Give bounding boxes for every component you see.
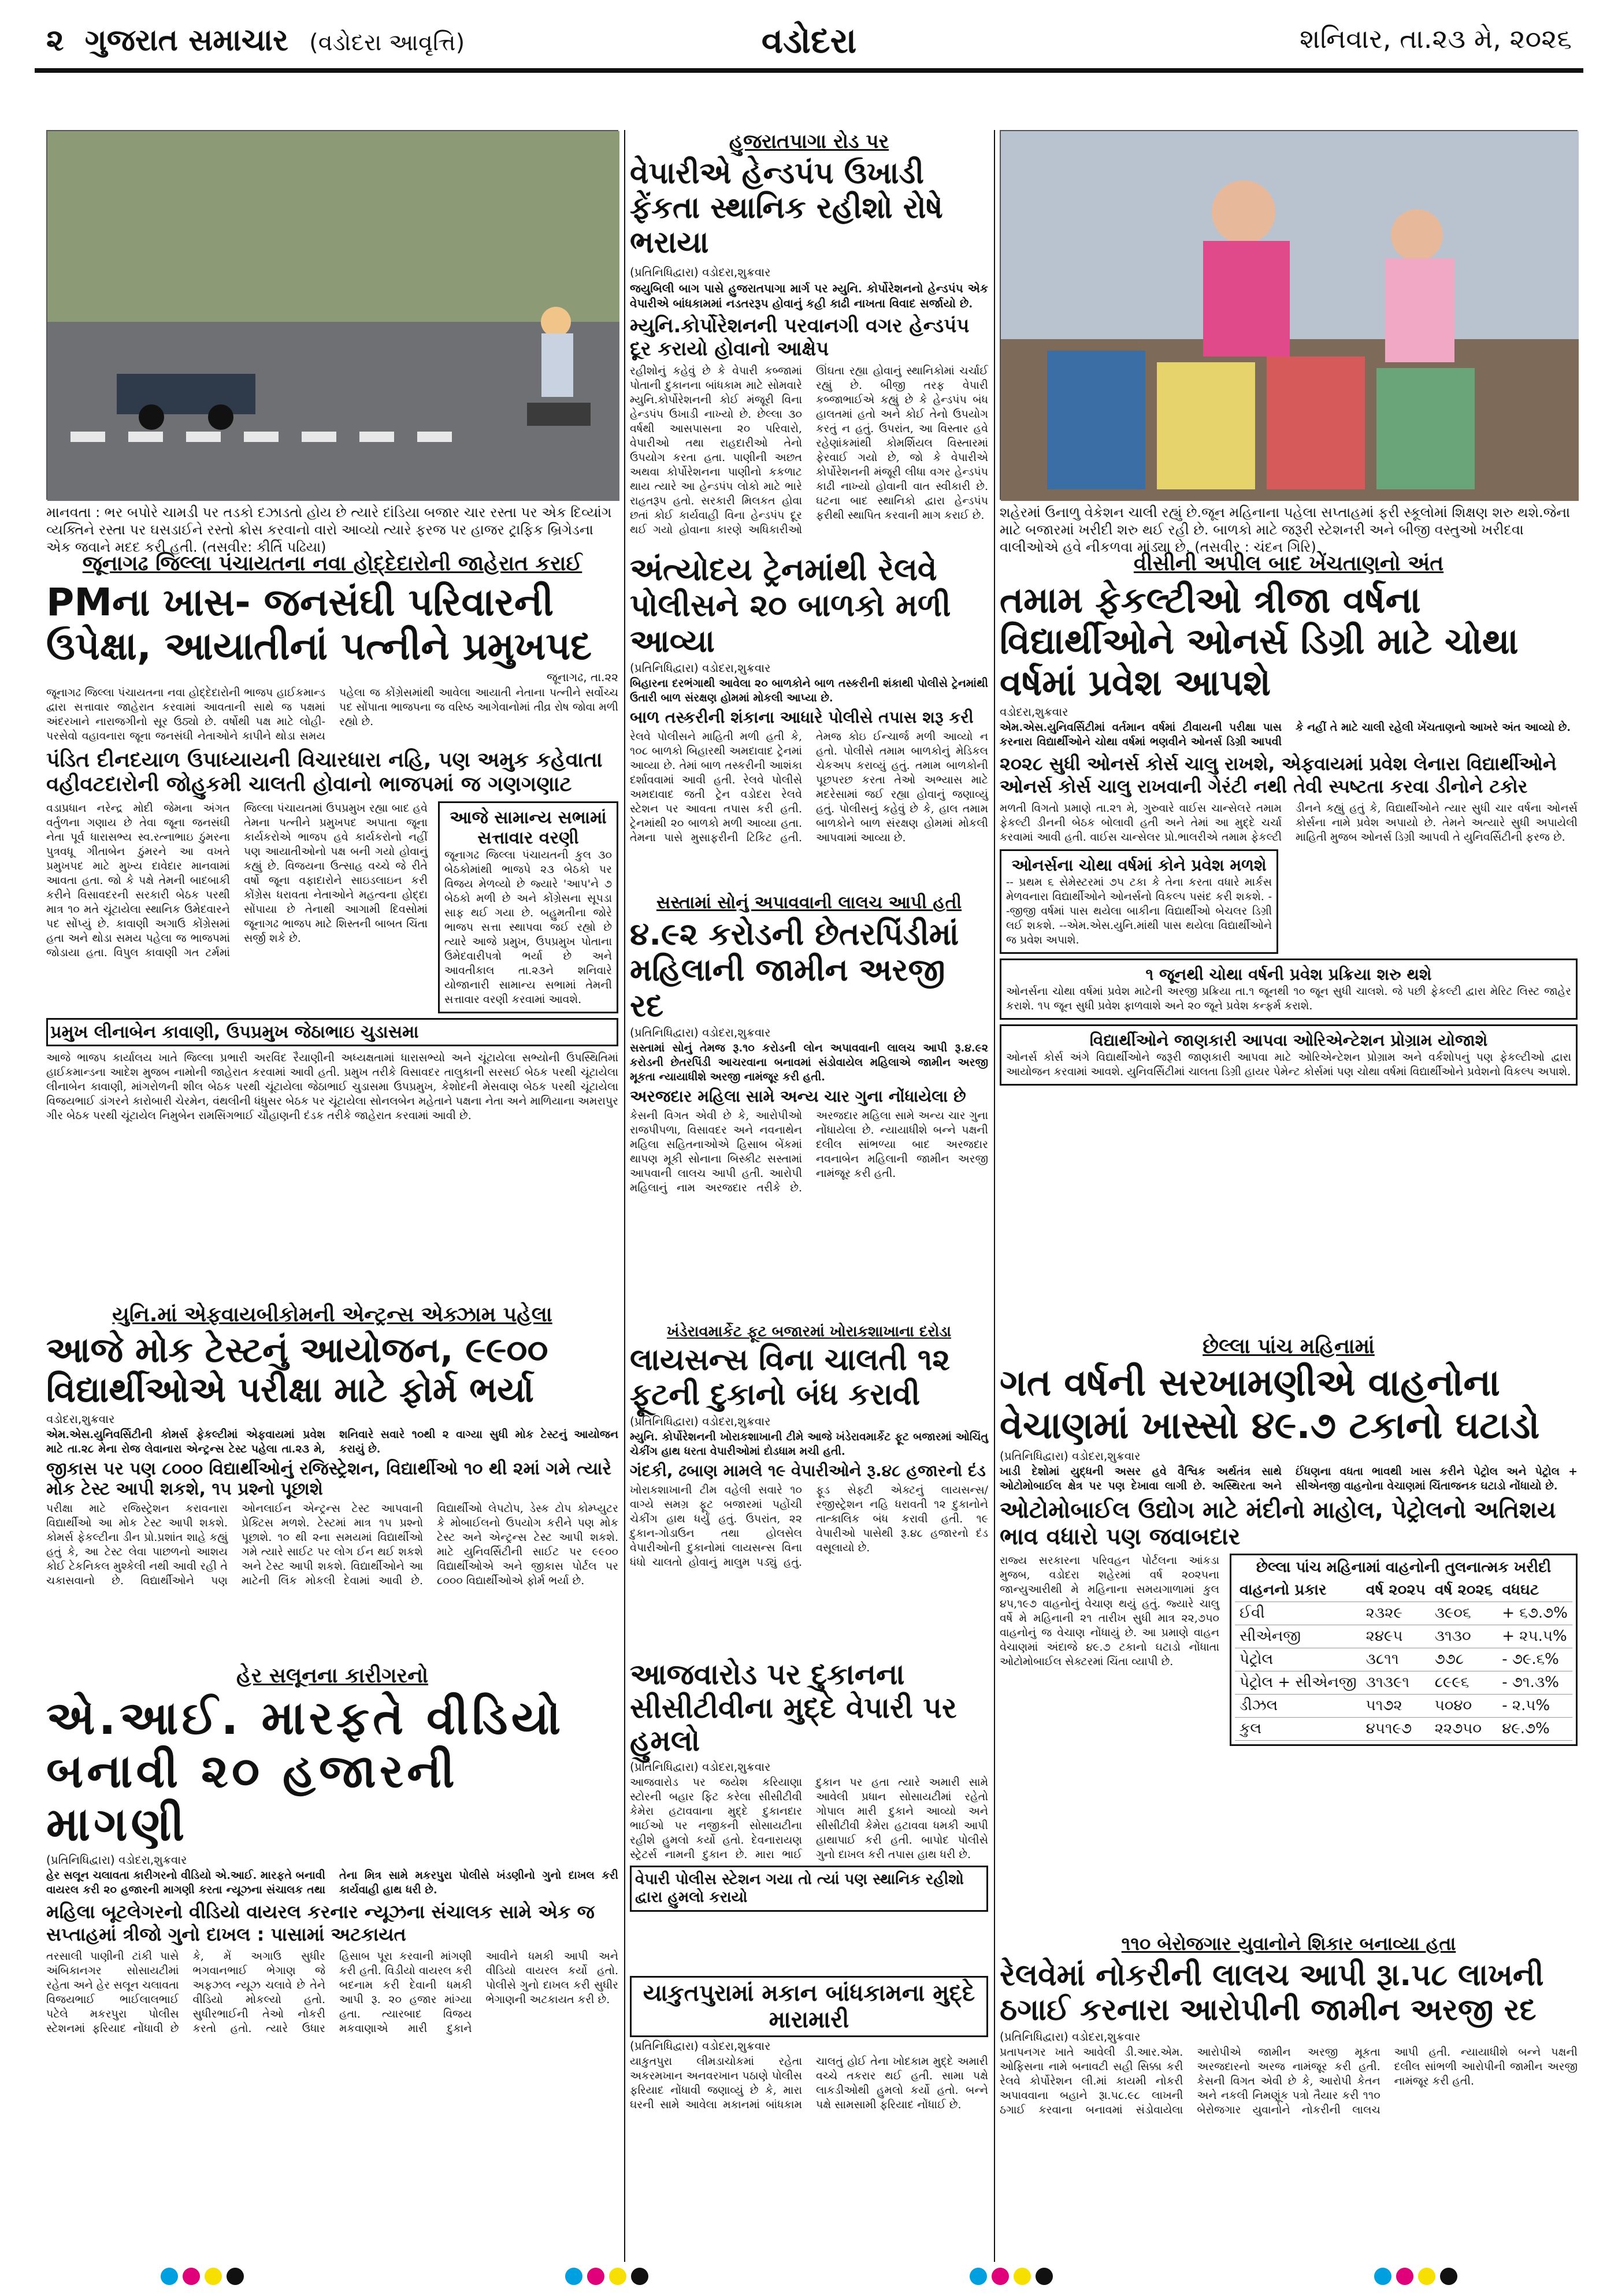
- edition: (વડોદરા આવૃત્તિ): [309, 29, 465, 56]
- article-ai-video: [46, 1664, 618, 2259]
- article-dateline: (પ્રતિનિધિદ્વારા) વડોદરા,શુક્રવાર: [1000, 1449, 1141, 1463]
- article-body: મળતી વિગતો પ્રમાણે તા.૨૧ મે, ગુરુવારે વાઈસ ચાન્સેલરે તમામ ફેકલ્ટી ડીનની બેઠક બોલાવી હતી અને તેમાં આ મુદ્દે ચર્ચા કરવામાં આવી હતી. વાઈસ ચાન્સેલર પ્રો.ભાલરીએ તમામ ફેકલ્ટી ડીનને કહ્યું હતું કે, વિદ્યાર્થીઓને ત્યાર સુધી ચાર વર્ષના ઓનર્સ કોર્સના નામે પ્રવેશ અપાયો છે. તેમને અત્યારે સુધી અપાયેલી માહિતી મુજબ ઓનર્સ ડિગ્રી આપવી તે યુનિવર્સિટીની ફરજ છે.: [1000, 801, 1578, 844]
- sales-table-title: છેલ્લા પાંચ મહિનામાં વાહનોની તુલનાત્મક ખરીદી: [1256, 1559, 1552, 1577]
- article-body: રેલવે પોલીસને માહિતી મળી હતી કે, ૧૦૮ બાળકો બિહારથી અમદાવાદ ટ્રેનમાં આવ્યા છે. તેમાં બાળ તસ્કરીની આશંકા દર્શાવવામાં આવી હતી. રેલવે પોલીસે અમદાવાદ જતી ટ્રેન વડોદરા રેલવે સ્ટેશન પર આવતા તપાસ કરી હતી. ટ્રેનમાંથી ૨૦ બાળકો મળી આવ્યા હતા. તેમના પાસે મુસાફરીની ટિકિટ હતી. તેમજ કોઇ ઈન્ચાર્જ મળી આવ્યો ન હતો. પોલીસે તમામ બાળકોનું મેડિકલ ચેકઅપ કરાવ્યું હતું. તમામ બાળકોની પૂછપરછ કરતા તેઓ અભ્યાસ માટે મદરેસામાં જઈ રહ્યા હોવાનું જણાવ્યું હતું. પોલીસનું કહેવું છે કે, હાલ તમામ બાળકોને બાળ સંરક્ષણ હોમમાં મોકલી આપવામાં આવ્યા છે.: [630, 730, 988, 845]
- sales-table: [1235, 1579, 1572, 1741]
- article-kicker: હેર સલૂનના કારીગરનો: [236, 1664, 428, 1688]
- register-mark: [967, 2268, 1055, 2291]
- table-cell: પેટ્રોલ + સીએનજી: [1235, 1671, 1361, 1695]
- table-cell: ૪૫૧૯૭: [1361, 1718, 1430, 1741]
- article-railway-fraud: [1000, 1933, 1578, 2259]
- info-box-title: ઓનર્સના ચોથા વર્ષમાં કોને પ્રવેશ મળશે: [1011, 855, 1267, 875]
- article-honours: [1000, 552, 1578, 1326]
- article-mock-test: [46, 1303, 618, 1655]
- info-box-eligibility: [1000, 849, 1278, 954]
- info-box-body: ઓનર્સ કોર્સ અંગે વિદ્યાર્થીઓને જરૂરી જાણકારી આપવા માટે ઓરિએન્ટેશન પ્રોગ્રામ અને વર્કશોપનું પણ ફેકલ્ટીઓ દ્વારા આયોજન કરવામાં આવશે. યુનિવર્સિટીમાં ચાલતા ડિગ્રી હાયર પેમેન્ટ કોર્સમાં પણ ચોથા વર્ષમાં વિદ્યાર્થીઓને પ્રવેશનો વિકલ્પ અપાશે.: [1006, 1050, 1571, 1078]
- register-mark: [158, 2268, 246, 2291]
- article-body: રહીશોનું કહેવું છે કે વેપારી કબ્જામાં પોતાની દુકાનના બાંધકામ માટે સોમવારે મ્યુનિ.કોર્પોરેશનની કોઈ મંજૂરી વિના હેન્ડપંપ ઉખાડી નાખ્યો છે. છેલ્લા ૩૦ વર્ષથી આસપાસના ૨૦ પરિવારો, વેપારીઓ તથા રાહદારીઓ તેનો ઉપયોગ કરતા હતા. પાણીની અછત અથવા કોર્પોરેશનના પાણીનો કકળાટ થાય ત્યારે આ હેન્ડપંપ લોકો માટે ભારે રાહતરૂપ હતો. સરકારી મિલકત હોવા છતાં કોઈ કાર્યવાહી વિના હેન્ડપંપ દૂર થઈ ગયો હોવાના કારણે અધિકારીઓ ઊંઘતા રહ્યા હોવાનું સ્થાનિકોમાં ચર્ચાઈ રહ્યું છે. બીજી તરફ વેપારી કબ્જાભાઈએ કહ્યું છે કે હેન્ડપંપ બંધ હાલતમાં હતો અને કોઈ તેનો ઉપયોગ કરતું ન હતું. ઉપરાંત, આ વિસ્તાર હવે રહેણાંકમાંથી કોમર્શિયલ વિસ્તારમાં ફેરવાઈ ગયો છે, જો કે વેપારીએ કોર્પોરેશનની મંજૂરી લીધા વગર હેન્ડપંપ કાઢી નાખ્યો હોવાની વાત સ્વીકારી છે. ઘટના બાદ સ્થાનિકો દ્વારા હેન્ડપંપ ફરીથી સ્થાપિત કરવાની માગ કરાઈ છે.: [630, 365, 988, 537]
- article-body: પ્રતાપનગર ખાતે આવેલી ડી.આર.એમ. ઓફિસના નામે બનાવટી સહી સિક્કા કરી રેલવે કોર્પોરેશન લી.માં કાયમી નોકરી અપાવવાના બહાને રૂા.૫૮.૯૮ લાખની ઠગાઈ કરવાના બનાવમાં સંડોવાયેલા આરોપીએ જામીન અરજી મૂકતા અરજદારનો અરજ નામંજૂર કરી હતી. કેસની વિગત એવી છે કે, આરોપી કેતન અને નકલી નિમણૂંક પત્રો તૈયાર કરી ૧૧૦ બેરોજગાર યુવાનોને નોકરીની લાલચ આપી હતી. ન્યાયાધીશે બન્ને પક્ષની દલીલ સાંભળી આરોપીની જામીન અરજી નામંજૂર કરી હતી.: [1000, 2045, 1578, 2116]
- article-dateline: વડોદરા,શુક્રવાર: [1000, 704, 1068, 719]
- table-header-row: [1235, 1579, 1572, 1602]
- table-cell: ૮૯૯૬: [1430, 1671, 1498, 1695]
- article-dateline: જૂનાગઢ, તા.૨૨: [547, 670, 618, 684]
- article-kicker: વીસીની અપીલ બાદ ખેંચતાણનો અંત: [1133, 552, 1444, 575]
- article-subhead: ગંદકી, ઢબાણ મામલે ૧૯ વેપારીઓને રૂ.૪૮ હજારનો દંડ: [630, 1461, 986, 1480]
- article-antyodaya: [630, 552, 988, 893]
- masthead-left: [46, 23, 465, 58]
- article-food-market: [630, 1323, 988, 1647]
- article-lead: ખાડી દેશોમાં યુદ્ધની અસર હવે વૈશ્વિક અર્થતંત્ર સાથે ઓટોમોબાઈલ ક્ષેત્ર પર પણ દેખાવા લાગી છે. અસ્થિરતા અને ઈંધણના વધતા ભાવથી ખાસ કરીને પેટ્રોલ અને પેટ્રોલ + સીએનજી વાહનોના વેચાણમાં ચિંતાજનક ઘટાડો નોંધાયો છે.: [1000, 1465, 1578, 1493]
- table-cell: ૫૧૭૨: [1361, 1695, 1430, 1718]
- table-row: [1235, 1602, 1572, 1625]
- article-subhead: જીકાસ પર પણ ૮૦૦૦ વિદ્યાર્થીઓનું રજિસ્ટ્રેશન, વિદ્યાર્થીઓ ૧૦ થી ૨માં ગમે ત્યારે મોક ટેસ્ટ આપી શકશે, ૧૫ પ્રશ્નો પૂછાશે: [46, 1459, 612, 1499]
- photo-traffic-caption: માનવતા : ભર બપોરે ચામડી પર તડકો દઝાડતો હોય છે ત્યારે દાંડિયા બજાર ચાર રસ્તા પર એક દિવ્યાંગ વ્યક્તિને રસ્તા પર ઘસડાઈને રસ્તો ક્રોસ કરવાનો વારો આવ્યો ત્યારે ફરજ પર હાજર ટ્રાફિક બ્રિગેડના એક જવાને મદદ કરી હતી. (તસવીર: કીર્તિ પઢિયા): [46, 504, 612, 555]
- table-body: [1235, 1602, 1572, 1741]
- article-junagadh: [46, 552, 618, 1291]
- sidebar-box: [438, 801, 618, 1013]
- article-subhead: બાળ તસ્કરીની શંકાના આધારે પોલીસે તપાસ શરૂ કરી: [630, 708, 974, 727]
- table-header-cell: વર્ષ ૨૦૨૬: [1430, 1579, 1498, 1602]
- article-lead: જયુબિલી બાગ પાસે હુજરાતપાગા માર્ગ પર મ્યુનિ. કોર્પોરેશનનો હેન્ડપંપ એક વેપારીએ બાંધકામમાં નડતરરૂપ હોવાનું કહી કાઢી નાખતા વિવાદ સર્જાયો છે.: [630, 281, 988, 311]
- article-headline: આજવારોડ પર દુકાનના સીસીટીવીના મુદ્દે વેપારી પર હુમલો: [630, 1658, 957, 1758]
- article-headline: તમામ ફેકલ્ટીઓ ત્રીજા વર્ષના વિદ્યાર્થીઓને ઓનર્સ ડિગ્રી માટે ચોથા વર્ષમાં પ્રવેશ આપશે: [1000, 579, 1519, 704]
- register-mark: [1372, 2268, 1460, 2291]
- table-cell: ૭૭૮: [1430, 1648, 1498, 1671]
- sidebar-box-body: જૂનાગઢ જિલ્લા પંચાયતની કુલ ૩૦ બેઠકોમાંથી ભાજપે ૨૩ બેઠકો પર વિજય મેળવ્યો છે જ્યારે 'આપ'ને ૭ બેઠકો મળી છે અને કોંગ્રેસના સૂપડા સાફ થઈ ગયા છે. બહુમતીના જોરે ભાજપ સત્તા સ્થાપવા જઈ રહ્યો છે ત્યારે આજે પ્રમુખ, ઉપપ્રમુખ પોતાના ઉમેદવારીપત્રો ભર્યા છે અને આવતીકાલ તા.૨૩ને શનિવારે યોજાનારી સામાન્ય સભામાં તેમની સત્તાવાર વરણી કરવામાં આવશે.: [444, 848, 612, 1006]
- article-headline: PMના ખાસ- જનસંઘી પરિવારની ઉપેક્ષા, આયાતીનાં પત્નીને પ્રમુખપદ: [46, 580, 592, 668]
- masthead-rule: [35, 68, 1583, 73]
- photo-stationery-caption: શહેરમાં ઉનાળુ વેકેશન ચાલી રહ્યું છે.જૂન મહિનાના પહેલા સપ્તાહમાં ફરી સ્કૂલોમાં શિક્ષણ શરુ થશે.જેના માટે બજારમાં ખરીદી શરુ થઈ રહી છે. બાળકો માટે જરૂરી સ્ટેશનરી અને બીજી વસ્તુઓ ખરીદવા વાલીઓએ હવે નીકળવા માંડ્યા છે. (તસવીર : ચંદન ગિરિ): [1000, 504, 1571, 555]
- table-cell: સીએનજી: [1235, 1625, 1361, 1648]
- article-kicker: યુનિ.માં એફવાયબીકોમની એન્ટ્રન્સ એક્ઝામ પહેલા: [112, 1303, 552, 1327]
- article-lead: એમ.એસ.યુનિવર્સિટીની કોમર્સ ફેકલ્ટીમાં એફવાયમાં પ્રવેશ માટે તા.૨૮ મેના રોજ લેવાનારા એન્ટ્રન્સ ટેસ્ટ પહેલા તા.૨૩ મે, શનિવારે સવારે ૧૦થી ૨ વાગ્યા સુધી મોક ટેસ્ટનું આયોજન કરાયું છે.: [46, 1428, 618, 1455]
- table-cell: ઈવી: [1235, 1602, 1361, 1625]
- article-kicker: ૧૧૦ બેરોજગાર યુવાનોને શિકાર બનાવ્યા હતા: [1121, 1933, 1456, 1955]
- table-cell: ૫૦૪૦: [1430, 1695, 1498, 1718]
- table-cell: ૩૯૦૬: [1430, 1602, 1498, 1625]
- photo-stationery: [1000, 130, 1578, 500]
- table-cell: + ૨૫.૫%: [1497, 1625, 1572, 1648]
- article-subhead: પ્રમુખ લીનાબેન કાવાણી, ઉપપ્રમુખ જેઠાભાઇ ચુડાસમા: [46, 1018, 618, 1046]
- article-body: વડાપ્રધાન નરેન્દ્ર મોદી જેમના અંગત વર્તુળના ગણાય છે તેવા જૂના જનસંઘી નેતા પૂર્વ ધારાસભ્ય સ્વ.રત્નાભાઇ ઠુંમરના પુત્રવધૂ ગીતાબેન ઠુંમરને આ વખતે પ્રમુખપદ માટે મુખ્ય દાવેદાર માનવામાં આવતા હતા. જો કે પક્ષે તેમની બાદબાકી કરીને વિસાવદરની સરકારી બેઠક પરથી માત્ર ૧૦ મતે ચૂંટાયેલા સ્થાનિક ઉમેદવારને પદ સોંપ્યું છે. કાવાણી અગાઉ કોંગ્રેસમાં હતા અને થોડા સમય પહેલા જ ભાજપમાં જોડાયા હતા. વિપુલ કાવાણી ગત ટર્મમાં જિલ્લા પંચાયતમાં ઉપપ્રમુખ રહ્યા બાદ હવે તેમના પત્નીને પ્રમુખપદ અપાતા જૂના કાર્યકરોએ ભાજપ હવે કાર્યકરોનો નહીં પણ આયાતીઓનો પક્ષ બની ગયો હોવાનું કહ્યું છે. વિજયના ઉત્સાહ વચ્ચે જે રીતે વર્ષો જૂના વફાદારોને સાઇડલાઇન કરી કોંગ્રેસ ધરાવતા નેતાઓને મહત્વના હોદ્દા સોંપાયા છે તેનાથી આગામી દિવસોમાં જૂનાગઢ ભાજપ માટે શિસ્તની બાબત ચિંતા સર્જી શકે છે.: [46, 801, 428, 959]
- article-subhead: મહિલા બૂટલેગરનો વીડિયો વાયરલ કરનાર ન્યૂઝના સંચાલક સામે એક જ સપ્તાહમાં ત્રીજો ગુનો દાખલ : પાસામાં અટકાયત: [46, 1901, 595, 1945]
- table-cell: પેટ્રોલ: [1235, 1648, 1361, 1671]
- article-headline: અંત્યોદય ટ્રેનમાંથી રેલવે પોલીસને ૨૦ બાળકો મળી આવ્યા: [630, 551, 951, 660]
- info-box-body: ઓનર્સના ચોથા વર્ષમાં પ્રવેશ માટેની અરજી પ્રક્રિયા તા.૧ જૂનથી ૧૦ જૂન સુધી ચાલશે. જે પછી ફેકલ્ટી દ્વારા મેરિટ લિસ્ટ જાહેર કરાશે. ૧૫ જૂન સુધી પ્રવેશ ફાળવાશે અને ૨૦ જૂને પ્રવેશ કન્ફર્મ કરાશે.: [1006, 984, 1571, 1012]
- sidebar-box-title: આજે સામાન્ય સભામાં સત્તાવાર વરણી: [450, 807, 607, 848]
- article-lead: સસ્તામાં સોનું તેમજ રૂ.૧૦ કરોડની લોન અપાવવાની લાલચ આપી રૂ.૪.૯૨ કરોડની છેતરપિંડી આચરવાના બનાવમાં સંડોવાયેલ મહિલાએ જામીન અરજી મૂકતા ન્યાયાધીશે અરજી નામંજૂર કરી હતી.: [630, 1042, 988, 1084]
- article-kicker: સસ્તામાં સોનું અપાવવાની લાલચ આપી હતી: [656, 893, 962, 913]
- article-kicker: જૂનાગઢ જિલ્લા પંચાયતના નવા હોદ્દેદારોની જાહેરાત કરાઈ: [82, 552, 582, 575]
- table-cell: ૪૯.૭%: [1497, 1718, 1572, 1741]
- article-body: આજવારોડ પર જયેશ કરિયાણા સ્ટોરની બહાર ફિટ કરેલા સીસીટીવી કેમેરા હટાવવાના મુદ્દે દુકાનદાર ભાઈઓ પર નજીકની સોસાયટીના રહીશે હુમલો કર્યો હતો. દેવનારાયણ સ્ટ્રેટર્સ નામની દુકાન છે. મારા ભાઈ દુકાન પર હતા ત્યારે અમારી સામે આવેલી પ્રધાન સોસાયટીમાં રહેતો ગોપાલ મારી દુકાને આવ્યો અને સીસીટીવી કેમેરા હટાવવા ધમકી આપી હાથાપાઈ કરી હતી. બાપોદ પોલીસે ગુનો દાખલ કરી તપાસ હાથ ધરી છે.: [630, 1775, 988, 1861]
- city-name: વડોદરા: [761, 21, 857, 61]
- issue-date: શનિવાર, તા.૨૩ મે, ૨૦૨૬: [1300, 23, 1572, 54]
- column-rule: [994, 130, 995, 2262]
- article-lead: મ્યુનિ. કોર્પોરેશનની ખોરાકશાખાની ટીમે આજે ખંડેરાવમાર્કેટ ફૂટ બજારમાં ઓચિંતુ ચેકીંગ હાથ ધરતા વેપારીઓમાં દોડધામ મચી હતી.: [630, 1430, 988, 1458]
- article-kicker: હુજરાતપાગા રોડ પર: [729, 130, 889, 153]
- article-yakutpura: [630, 1976, 988, 2259]
- article-lead: બિહારના દરભંગાથી આવેલા ૨૦ બાળકોને બાળ તસ્કરીની શંકાથી પોલીસે ટ્રેનમાંથી ઉતારી બાળ સંરક્ષણ હોમમાં મોકલી આપ્યા છે.: [630, 677, 988, 705]
- table-row: [1235, 1718, 1572, 1741]
- article-dateline: (પ્રતિનિધિદ્વારા) વડોદરા,શુક્રવાર: [1000, 2029, 1141, 2044]
- table-cell: - ૭૯.૬%: [1497, 1648, 1572, 1671]
- article-headline: રેલવેમાં નોકરીની લાલચ આપી રૂા.૫૮ લાખની ઠગાઈ કરનારા આરોપીની જામીન અરજી રદ: [1000, 1958, 1544, 2027]
- table-cell: ૩૧૩૯૧: [1361, 1671, 1430, 1695]
- article-gold-fraud: [630, 893, 988, 1309]
- article-headline: વેપારીએ હેન્ડપંપ ઉખાડી ફેંકતા સ્થાનિક રહીશો રોષે ભરાયા: [630, 156, 943, 260]
- register-mark: [563, 2268, 651, 2291]
- article-headline: લાયસન્સ વિના ચાલતી ૧૨ ફૂટની દુકાનો બંધ કરાવી: [630, 1343, 950, 1412]
- article-dateline: વડોદરા,શુક્રવાર: [46, 1412, 115, 1426]
- article-body: રાજ્ય સરકારના પરિવહન પોર્ટલના આંકડા મુજબ, વડોદરા શહેરમાં વર્ષ ૨૦૨૫ના જાન્યુઆરીથી મે મહિનાના સમયગાળામાં કુલ ૪૫,૧૯૭ વાહનોનું વેચાણ થયું હતું. જ્યારે ચાલુ વર્ષે મે મહિનાની ૨૧ તારીખ સુધી માત્ર ૨૨,૭૫૦ વાહનોનું જ વેચાણ નોંધાયું છે. આ પ્રમાણે વાહન વેચાણમાં અંદાજે ૪૯.૭ ટકાનો ઘટાડો નોંધાતા ઓટોમોબાઈલ સેક્ટરમાં ચિંતા વ્યાપી છે.: [1000, 1554, 1219, 1669]
- article-dateline: (પ્રતિનિધિદ્વારા) વડોદરા,શુક્રવાર: [630, 2039, 771, 2053]
- article-body: કેસની વિગત એવી છે કે, આરોપીઓ રાજપીપળા, વિસાવદર અને નવનાથેન મહિલા સહિતનાઓએ હિસાબ બેંકમાં થાપણ મૂકી સોનાના બિસ્કીટ સસ્તામાં આપવાની લાલચ આપી હતી. આરોપી મહિલાનું નામ અરજદાર તરીકે છે. અરજદાર મહિલા સામે અન્ય ચાર ગુના નોંધાયેલા છે. ન્યાયાધીશે બન્ને પક્ષની દલીલ સાંભળ્યા બાદ અરજદાર નવનાબેન મહિલાની જામીન અરજી નામંજૂર કરી હતી.: [630, 1109, 988, 1195]
- registration-marks: [0, 2268, 1618, 2291]
- article-kicker: છેલ્લા પાંચ મહિનામાં: [1203, 1335, 1375, 1358]
- article-headline: યાકુતપુરામાં મકાન બાંધકામના મુદ્દે મારામારી: [630, 1976, 988, 2037]
- info-box-body: -- પ્રથમ ૬ સેમેસ્ટરમાં ૭૫ ટકા કે તેના કરતા વધારે માર્કસ મેળવનારા વિદ્યાર્થીઓને ઓનર્સનો વિકલ્પ પસંદ કરી શકશે. --જીજી વર્ષમાં પાસ થયેલા બાકીના વિદ્યાર્થીઓ બેચલર ડિગ્રી લઈ શકશે. --એમ.એસ.યુનિ.માંથી પાસ થયેલા વિદ્યાર્થીઓને જ પ્રવેશ અપાશે.: [1006, 875, 1272, 946]
- info-box-orientation: [1000, 1024, 1578, 1086]
- table-row: [1235, 1625, 1572, 1648]
- article-headline: ૪.૯૨ કરોડની છેતરપિંડીમાં મહિલાની જામીન અરજી રદ: [630, 916, 959, 1024]
- article-dateline: (પ્રતિનિધિદ્વારા) વડોદરા,શુક્રવાર: [630, 661, 771, 675]
- table-cell: ૨૩૨૯: [1361, 1602, 1430, 1625]
- table-cell: ૨૨૭૫૦: [1430, 1718, 1498, 1741]
- article-subhead: ઓટોમોબાઈલ ઉદ્યોગ માટે મંદીનો માહોલ, પેટ્રોલનો અતિશય ભાવ વધારો પણ જવાબદાર: [1000, 1497, 1556, 1551]
- table-header-cell: વધઘટ: [1497, 1579, 1572, 1602]
- article-lead: એમ.એસ.યુનિવર્સિટીમાં વર્તમાન વર્ષમાં ટીવાયની પરીક્ષા પાસ કરનારા વિદ્યાર્થીઓને ચોથા વર્ષમાં ભણવીને ઓનર્સ ડિગ્રી આપવી કે નહીં તે માટે ચાલી રહેલી ખેંચતાણનો આખરે અંત આવ્યો છે.: [1000, 720, 1571, 748]
- photo-traffic: [46, 130, 618, 500]
- article-dateline: (પ્રતિનિધિદ્વારા) વડોદરા,શુક્રવાર: [630, 1414, 771, 1428]
- article-body: ખોરાકશાખાની ટીમ વહેલી સવારે ૧૦ વાગ્યે સમગ્ર ફૂટ બજારમાં પહોંચી ચેકીંગ હાથ ધર્યું હતું. ઉપરાંત, ૨૨ દુકાન-ગોડાઉન તથા હોલસેલ વેપારીઓની દુકાનોમાં લાયસન્સ વિના ધંધો ચાલતો હોવાનું માલુમ પડ્યું હતું. ફૂડ સેફ્ટી એક્ટનું લાયસન્સ/ રજીસ્ટ્રેશન નહિ ધરાવતી ૧૨ દુકાનોને તાત્કાલિક બંધ કરાવી હતી. ૧૯ વેપારીઓ પાસેથી રૂ.૪૮ હજારનો દંડ વસૂલાયો છે.: [630, 1483, 988, 1569]
- table-header-cell: વર્ષ ૨૦૨૫: [1361, 1579, 1430, 1602]
- article-ajwa-road: [630, 1658, 988, 1970]
- article-headline: ગત વર્ષની સરખામણીએ વાહનોના વેચાણમાં ખાસ્સો ૪૯.૭ ટકાનો ઘટાડો: [1000, 1362, 1540, 1447]
- article-dateline: (પ્રતિનિધિદ્વારા) વડોદરા,શુક્રવાર: [630, 1026, 771, 1040]
- table-header-cell: વાહનનો પ્રકાર: [1235, 1579, 1361, 1602]
- photo-stationery-art: [1001, 131, 1579, 501]
- article-lead: હેર સલૂન ચલાવતા કારીગરનો વીડિયો એ.આઈ. મારફતે બનાવી વાયરલ કરી ૨૦ હજારની માગણી કરતા ન્યૂઝના સંચાલક તથા તેના મિત્ર સામે મકરપુરા પોલીસે ખંડણીનો ગુનો દાખલ કરી કાર્યવાહી હાથ ધરી છે.: [46, 1869, 618, 1896]
- article-dateline: (પ્રતિનિધિદ્વારા) વડોદરા,શુક્રવાર: [630, 265, 771, 280]
- article-body: તરસાલી પાણીની ટાંકી પાસે અંબિકાનગર સોસાયટીમાં રહેતા અને હેર સલૂન ચલાવતા વિજયભાઈ ભાઈલાલભાઈ પટેલે મકરપુરા પોલીસ સ્ટેશનમાં ફરિયાદ નોંધાવી છે કે, મેં અગાઉ સુધીર ભગવાનભાઈ ભેગાણ જે અફઝલ ન્યૂઝ ચલાવે છે તેને વીડિયો મોકલ્યો હતો. સુધીરભાઈની તેઓ નોકરી કરતો હતો. ત્યારે ઉધાર હિસાબ પૂરા કરવાની માંગણી કરી હતી. વિડીયો વાયરલ કરી બદનામ કરી દેવાની ધમકી આપી રૂ. ૨૦ હજાર માંગ્યા હતા. ત્યારબાદ વિજય મકવાણાએ મારી દુકાને આવીને ધમકી આપી અને વીડિયો વાયરલ કર્યો હતો. પોલીસે ગુનો દાખલ કરી સુધીર ભેગાણની અટકાયત કરી છે.: [46, 1950, 618, 2035]
- table-cell: - ૨.૫%: [1497, 1695, 1572, 1718]
- article-dateline: (પ્રતિનિધિદ્વારા) વડોદરા,શુક્રવાર: [46, 1853, 187, 1867]
- article-headline: આજે મોક ટેસ્ટનું આયોજન, ૯૯૦૦ વિદ્યાર્થીઓએ પરીક્ષા માટે ફોર્મ ભર્યા: [46, 1330, 548, 1410]
- article-lead: જૂનાગઢ જિલ્લા પંચાયતના નવા હોદ્દેદારોની ભાજપ હાઈકમાન્ડ દ્વારા સત્તાવાર જાહેરાત કરવામાં આવતાની સાથે જ પક્ષમાં અંદરખાને નારાજગીનો સૂર ઉઠ્યો છે. વર્ષોથી પક્ષ માટે લોહી-પરસેવો વહાવનારા જૂના જનસંઘી નેતાઓને કાપીને થોડા સમય પહેલા જ કોંગ્રેસમાંથી આવેલા આયાતી નેતાના પત્નીને સર્વોચ્ચ પદ સોંપાતા ભાજપના જ વરિષ્ઠ આગેવાનોમાં તીવ્ર રોષ જોવા મળી રહ્યો છે.: [46, 686, 618, 742]
- article-body-2: આજે ભાજપ કાર્યાલય ખાતે જિલ્લા પ્રભારી અરવિંદ રૈયાણીની અધ્યક્ષતામાં ધારાસભ્યો અને ચૂંટાયેલા સભ્યોની ઉપસ્થિતિમાં હાઈકમાન્ડના આદેશ મુજબ નામોની જાહેરાત કરવામાં આવી હતી. પ્રમુખ તરીકે વિસાવદર તાલુકાની સરસઈ બેઠક પરથી ચૂંટાયેલા લીનાબેન કાવાણી, માંગરોળની શીલ બેઠક પરથી ચૂંટાયેલા જેઠાભાઈ ચુડાસમા ઉપપ્રમુખ, કેશોદની મેસવાણ બેઠક પરથી ચૂંટાયેલા વિજયભાઈ ડાંગરને કારોબારી ચેરમેન, વંથલીની ધંધુસર બેઠક પર ચૂંટાયેલા સોનલબેન મહેતાને પક્ષના નેતા અને માળિયાના અમરાપુર ગીર બેઠક પરથી ચૂંટાયેલ નિમુબેન રામસિંગભાઈ ચૌહાણની દંડક તરીકે જાહેરાત કરવામાં આવી છે.: [46, 1051, 618, 1122]
- article-kicker: ખંડેરાવમાર્કેટ ફૂટ બજારમાં ખોરાકશાખાના દરોડા: [666, 1323, 951, 1340]
- table-cell: ૩૧૩૦: [1430, 1625, 1498, 1648]
- info-box-title: ૧ જૂનથી ચોથા વર્ષની પ્રવેશ પ્રક્રિયા શરુ થશે: [1145, 964, 1432, 984]
- article-subhead: ૨૦૨૮ સુધી ઓનર્સ કોર્સ ચાલુ રાખશે, એફવાયમાં પ્રવેશ લેનારા વિદ્યાર્થીઓને ઓનર્સ કોર્સ ચાલુ રાખવાની ગેરંટી નથી તેવી સ્પષ્ટતા કરવા ડીનોને ટકોર: [1000, 752, 1557, 797]
- article-handpump: [630, 130, 988, 552]
- table-row: [1235, 1648, 1572, 1671]
- table-cell: ૩૮૧૧: [1361, 1648, 1430, 1671]
- paper-name: ગુજરાત સમાચાર: [84, 23, 288, 58]
- article-vehicle-sales: [1000, 1335, 1578, 1930]
- table-cell: + ૬૭.૭%: [1497, 1602, 1572, 1625]
- page-number: ૨: [46, 23, 64, 58]
- photo-traffic-art: [47, 131, 619, 501]
- article-subhead: પંડિત દીનદયાળ ઉપાધ્યાયની વિચારધારા નહિ, પણ અમુક કહેવાતા વહીવટદારોની જોહુકમી ચાલતી હોવાનો ભાજપમાં જ ગણગણાટ: [46, 748, 603, 796]
- table-row: [1235, 1695, 1572, 1718]
- table-cell: ૨૪૯૫: [1361, 1625, 1430, 1648]
- article-subhead: મ્યુનિ.કોર્પોરેશનની પરવાનગી વગર હેન્ડપંપ દૂર કરાયો હોવાનો આક્ષેપ: [630, 314, 970, 361]
- article-highlight-box: વેપારી પોલીસ સ્ટેશન ગયા તો ત્યાં પણ સ્થાનિક રહીશો દ્વારા હુમલો કરાયો: [630, 1866, 988, 1912]
- table-cell: - ૭૧.૩%: [1497, 1671, 1572, 1695]
- info-box-schedule: [1000, 958, 1578, 1020]
- column-rule: [624, 130, 625, 2262]
- table-cell: કુલ: [1235, 1718, 1361, 1741]
- table-row: [1235, 1671, 1572, 1695]
- article-body: યાકુતપુરા લીમડાચોકમાં રહેતા અકરમખાન અનવરખાન પઠાણે પોલીસ ફરિયાદ નોંધાવી જણાવ્યું છે કે, મારા ઘરની સામે આવેલા મકાનમાં બાંધકામ ચાલતું હોઈ તેના ખોદકામ મુદ્દે અમારી વચ્ચે તકરાર થઈ હતી. સામા પક્ષે લાકડીઓથી હુમલો કર્યો હતો. બન્ને પક્ષે સામસામી ફરિયાદ નોંધાઈ છે.: [630, 2055, 988, 2111]
- article-headline: એ.આઈ. મારફતે વીડિયો બનાવી ૨૦ હજારની માગણી: [46, 1691, 565, 1851]
- article-body: પરીક્ષા માટે રજિસ્ટ્રેશન કરાવનારા વિદ્યાર્થીઓ આ મોક ટેસ્ટ આપી શકશે. કોમર્સ ફેકલ્ટીના ડીન પ્રો.પ્રશાંત શાહે કહ્યું હતું કે, આ ટેસ્ટ લેવા પાછળનો આશય કોઈ ટેકનિકલ મુશ્કેલી નથી આવી રહી તે ચકાસવાનો છે. વિદ્યાર્થીઓને પણ ઓનલાઈન એન્ટ્રન્સ ટેસ્ટ આપવાની પ્રેક્ટિસ મળશે. ટેસ્ટમાં માત્ર ૧૫ પ્રશ્નો પૂછાશે. ૧૦ થી ૨ના સમયમાં વિદ્યાર્થીઓ ગમે ત્યારે સાઈટ પર લોગ ઈન થઈ શકશે અને ટેસ્ટ આપી શકશે. વિદ્યાર્થીઓને આ માટેની લિંક મોકલી દેવામાં આવી છે. વિદ્યાર્થીઓ લેપટોપ, ડેસ્ક ટોપ કોમ્પ્યુટર કે મોબાઈલનો ઉપયોગ કરીને પણ મોક ટેસ્ટ અને એન્ટ્રન્સ ટેસ્ટ આપી શકશે. માટે યુનિવર્સિટીની સાઈટ પર ૯૯૦૦ વિદ્યાર્થીઓએ અને જીકાસ પોર્ટલ પર ૮૦૦૦ વિદ્યાર્થીઓએ ફોર્મ ભર્યા છે.: [46, 1502, 618, 1587]
- article-subhead: અરજદાર મહિલા સામે અન્ય ચાર ગુના નોંધાયેલા છે: [630, 1087, 966, 1106]
- info-box-title: વિદ્યાર્થીઓને જાણકારી આપવા ઓરિએન્ટેશન પ્રોગ્રામ યોજાશે: [1089, 1030, 1488, 1050]
- article-dateline: (પ્રતિનિધિદ્વારા) વડોદરા,શુક્રવાર: [630, 1759, 771, 1774]
- table-cell: ડીઝલ: [1235, 1695, 1361, 1718]
- sales-table-box: [1230, 1554, 1578, 1746]
